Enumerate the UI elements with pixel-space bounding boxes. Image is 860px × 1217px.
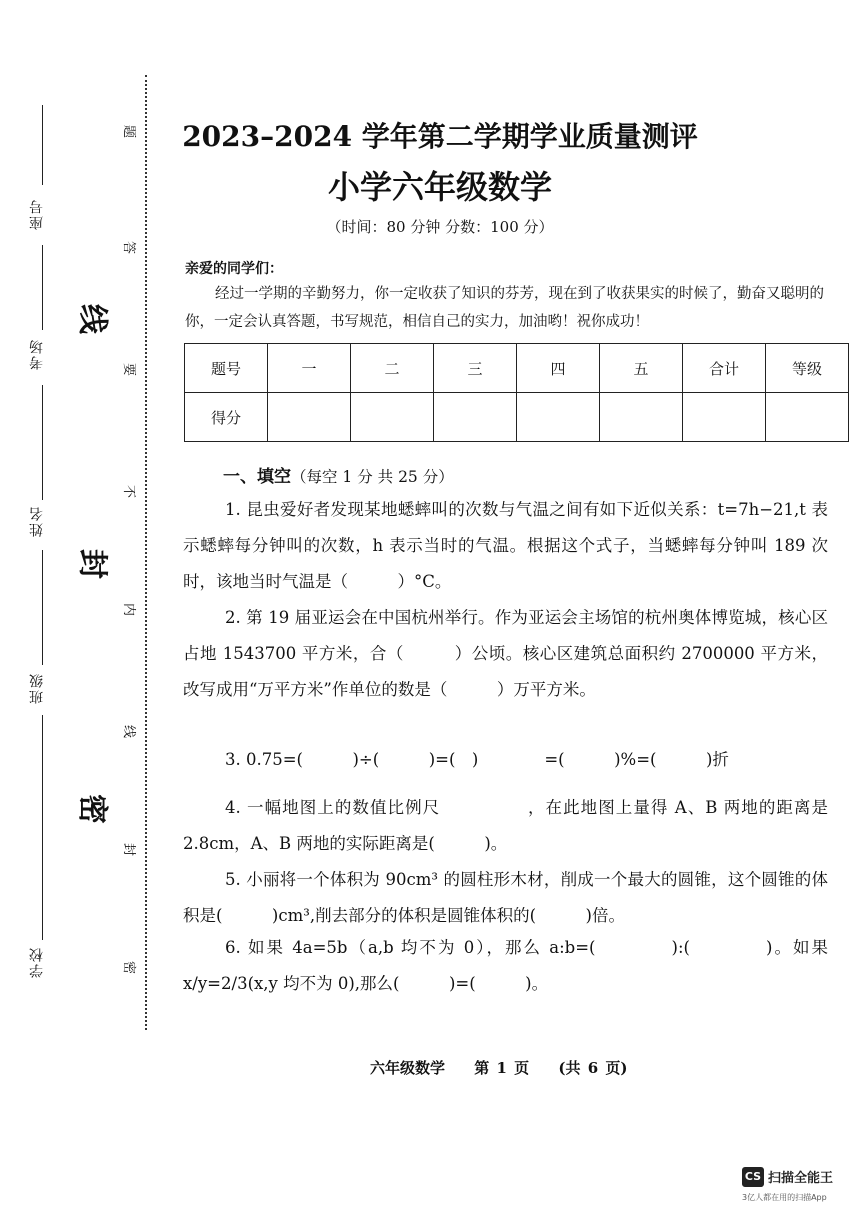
side-note: 线 (121, 724, 137, 739)
section-title: 一、填空 (223, 467, 291, 487)
camscanner-name: 扫描全能王 (768, 1171, 834, 1186)
score-row-label: 得分 (185, 393, 268, 442)
score-header-cell: 二 (351, 344, 434, 393)
side-note: 封 (121, 842, 137, 857)
footer-total: (共 6 页) (558, 1059, 628, 1077)
score-header-cell: 合计 (683, 344, 766, 393)
side-note: 答 (121, 240, 137, 255)
question-3: 3. 0.75=( )÷( )=( ) =( )%=( )折 (225, 750, 729, 769)
score-cell[interactable] (766, 393, 849, 442)
seal-secret-char: 密 (79, 788, 109, 823)
exam-meta: （时间：80 分钟 分数：100 分） (326, 218, 554, 236)
camscanner-tagline: 3亿人都在用的扫描App (742, 1193, 827, 1202)
score-header-cell: 一 (268, 344, 351, 393)
intro-text: 经过一学期的辛勤努力，你一定收获了知识的芬芳，现在到了收获果实的时候了，勤奋又聪明的你，一定会认真答题，书写规范，相信自己的实力，加油哟！祝你成功！ (185, 286, 824, 330)
question-4: 4. 一幅地图上的数值比例尺 ，在此地图上量得 A、B 两地的距离是 2.8cm，A、B 两地的实际距离是( )。 (183, 798, 828, 853)
exam-room-label: 考场 (29, 338, 45, 370)
score-header-cell: 四 (517, 344, 600, 393)
side-note: 密 (121, 960, 137, 975)
binding-line (42, 385, 43, 500)
score-cell[interactable] (683, 393, 766, 442)
score-header-cell: 题号 (185, 344, 268, 393)
score-header-cell: 三 (434, 344, 517, 393)
name-label: 姓名 (29, 505, 45, 537)
side-note: 内 (121, 602, 137, 617)
camscanner-logo-icon: CS (742, 1167, 764, 1187)
page-footer (370, 1057, 649, 1078)
class-label: 班级 (29, 672, 45, 704)
score-table-score-row (185, 393, 849, 442)
question-2: 2. 第 19 届亚运会在中国杭州举行。作为亚运会主场馆的杭州奥体博览城，核心区占地 1543700 平方米，合（ ）公顷。核心区建筑总面积约 2700000 平方米，改写成用“万平方米”作单位的数是（ ）万平方米。 (183, 608, 828, 699)
greeting: 亲爱的同学们： (185, 261, 283, 277)
section-note: （每空 1 分 共 25 分） (291, 468, 454, 486)
score-cell[interactable] (517, 393, 600, 442)
score-table (184, 343, 849, 442)
binding-line (42, 715, 43, 940)
score-cell[interactable] (268, 393, 351, 442)
question-1: 1. 昆虫爱好者发现某地蟋蟀叫的次数与气温之间有如下近似关系：t=7h−21,t 表示蟋蟀每分钟叫的次数，h 表示当时的气温。根据这个式子，当蟋蟀每分钟叫 189 次时，该地当时气温是（ ）°C。 (183, 500, 828, 591)
side-note: 题 (121, 124, 137, 139)
footer-subject: 六年级数学 (370, 1059, 446, 1077)
question-6: 6. 如果 4a=5b（a,b 均不为 0），那么 a:b=( ):( )。如果 x/y=2/3(x,y 均不为 0),那么( )=( )。 (183, 938, 828, 993)
side-note: 要 (121, 362, 137, 377)
score-header-cell: 五 (600, 344, 683, 393)
school-label: 学校 (29, 946, 45, 978)
seat-label: 座号 (29, 198, 45, 230)
score-cell[interactable] (600, 393, 683, 442)
footer-page: 第 1 页 (474, 1059, 530, 1077)
exam-title: 2023–2024 学年第二学期学业质量测评 (182, 120, 698, 153)
binding-line (42, 550, 43, 665)
exam-subtitle: 小学六年级数学 (327, 168, 552, 206)
score-cell[interactable] (351, 393, 434, 442)
seal-seal-char: 封 (79, 543, 109, 578)
score-cell[interactable] (434, 393, 517, 442)
side-note: 不 (121, 484, 137, 499)
seal-line-char: 线 (79, 298, 109, 333)
score-table-header-row (185, 344, 849, 393)
section-heading (223, 462, 454, 487)
score-header-cell: 等级 (766, 344, 849, 393)
binding-line (42, 245, 43, 330)
question-5: 5. 小丽将一个体积为 90cm³ 的圆柱形木材，削成一个最大的圆锥，这个圆锥的体积是( )cm³,削去部分的体积是圆锥体积的( )倍。 (183, 870, 828, 925)
